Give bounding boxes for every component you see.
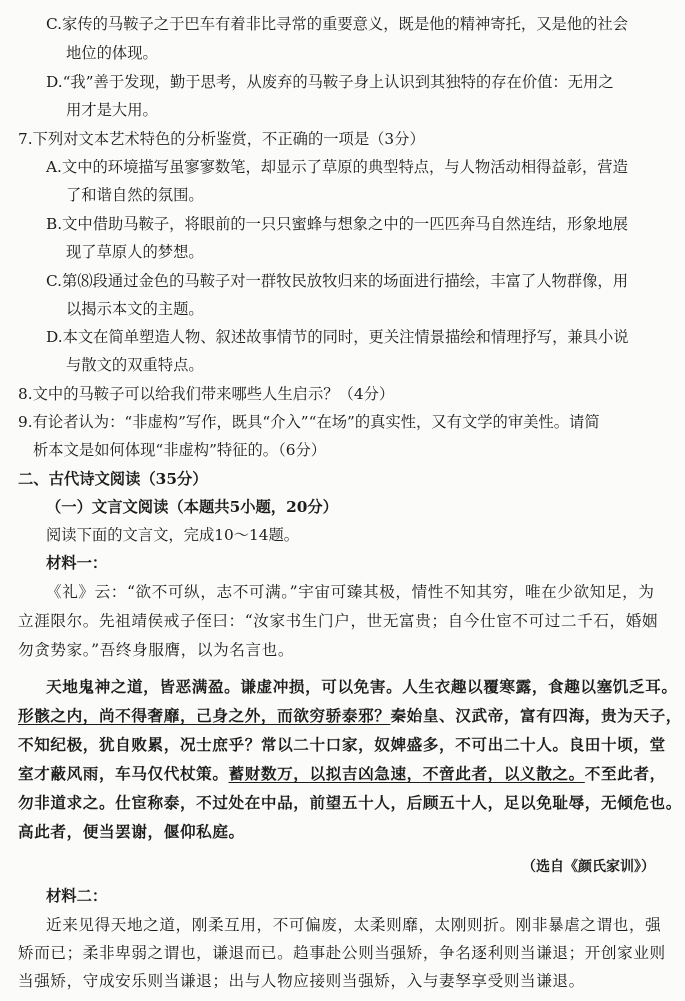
material-one-text: 室才蔽风雨，车马仅代杖策。 xyxy=(18,764,229,783)
material-one-line xyxy=(18,764,666,784)
q7-option-b-line-2: 现了草原人的梦想。 xyxy=(66,243,204,261)
material-one-line xyxy=(18,706,682,726)
material-two-label: 材料二： xyxy=(46,887,108,905)
question-7: 7.下列对文本艺术特色的分析鉴赏，不正确的一项是（3分） xyxy=(18,130,425,148)
material-one-line: 高此者，便当罢谢，偃仰私庭。 xyxy=(18,822,245,841)
q7-option-b-line-1: B.文中借助马鞍子，将眼前的一只只蜜蜂与想象之中的一匹匹奔马自然连结，形象地展 xyxy=(46,215,629,233)
subsection-heading: （一）文言文阅读（本题共5小题，20分） xyxy=(46,498,338,516)
material-one-line: 立涯限尔。先祖靖侯戒子侄曰：“汝家书生门户，世无富贵；自今仕宦不可过二千石，婚姻 xyxy=(18,612,659,630)
material-one-line: 不知纪极，犹自败累，况士庶乎？常以二十口家，奴婢盛多，不可出二十人。良田十顷，堂 xyxy=(18,735,666,754)
material-one-label: 材料一： xyxy=(46,554,108,572)
q7-option-d-line-2: 与散文的双重特点。 xyxy=(66,356,204,374)
underlined-sentence-1: 形骸之内，尚不得奢靡，己身之外，而欲穷骄泰邪？ xyxy=(18,706,391,725)
material-two-line: 当强矫，守成安乐则当谦退；出与人物应接则当强矫，入与妻孥享受则当谦退。 xyxy=(18,972,585,990)
q7-option-c-line-1: C.第⑻段通过金色的马鞍子对一群牧民放牧归来的场面进行描绘，丰富了人物群像，用 xyxy=(46,272,629,290)
q7-option-a-line-2: 了和谐自然的氛围。 xyxy=(66,186,204,204)
underlined-sentence-2: 蓄财数万，以拟吉凶急速，不啻此者，以义散之。 xyxy=(228,764,585,783)
option-c-line-1: C.家传的马鞍子之于巴车有着非比寻常的重要意义，既是他的精神寄托，又是他的社会 xyxy=(46,15,629,33)
material-two-line: 近来见得天地之道，刚柔互用，不可偏废，太柔则靡，太刚则折。刚非暴虐之谓也，强 xyxy=(46,916,662,934)
option-d-line-1: D.“我”善于发现，勤于思考，从废弃的马鞍子身上认识到其独特的存在价值：无用之 xyxy=(46,73,614,91)
question-9-line-1: 9.有论者认为：“非虚构”写作，既具“介入”“在场”的真实性，又有文学的审美性。请简 xyxy=(18,413,600,431)
option-c-line-2: 地位的体现。 xyxy=(66,44,158,62)
q7-option-d-line-1: D.本文在简单塑造人物、叙述故事情节的同时，更关注情景描绘和情理抒写，兼具小说 xyxy=(46,328,629,346)
question-8: 8.文中的马鞍子可以给我们带来哪些人生启示？（4分） xyxy=(18,385,395,403)
material-one-line: 勿非道求之。仕宦称泰，不过处在中品，前望五十人，后顾五十人，足以免耻辱，无倾危也。 xyxy=(18,793,682,812)
material-one-line: 勿贪势家。”吾终身服膺，以为名言也。 xyxy=(18,641,295,659)
material-one-line: 《礼》云：“欲不可纵，志不可满。”宇宙可臻其极，情性不知其穷，唯在少欲知足，为 xyxy=(46,583,655,601)
material-two-line: 矫而已；柔非卑弱之谓也，谦退而已。趋事赴公则当强矫，争名逐利则当谦退；开创家业则 xyxy=(18,944,666,962)
source-citation: （选自《颜氏家训》） xyxy=(522,859,655,875)
material-one-text: 秦始皇、汉武帝，富有四海，贵为天子， xyxy=(390,706,682,725)
reading-instruction: 阅读下面的文言文，完成10～14题。 xyxy=(46,526,300,544)
q7-option-c-line-2: 以揭示本文的主题。 xyxy=(66,300,204,318)
question-9-line-2: 析本文是如何体现“非虚构”特征的。（6分） xyxy=(33,441,327,459)
material-one-line: 天地鬼神之道，皆恶满盈。谦虚冲损，可以免害。人生衣趣以覆寒露，食趣以塞饥乏耳。 xyxy=(46,677,678,696)
option-d-line-2: 用才是大用。 xyxy=(66,101,158,119)
material-one-text: 不至此者， xyxy=(584,764,666,783)
section-heading: 二、古代诗文阅读（35分） xyxy=(18,470,208,488)
q7-option-a-line-1: A.文中的环境描写虽寥寥数笔，却显示了草原的典型特点，与人物活动相得益彰，营造 xyxy=(46,158,628,176)
